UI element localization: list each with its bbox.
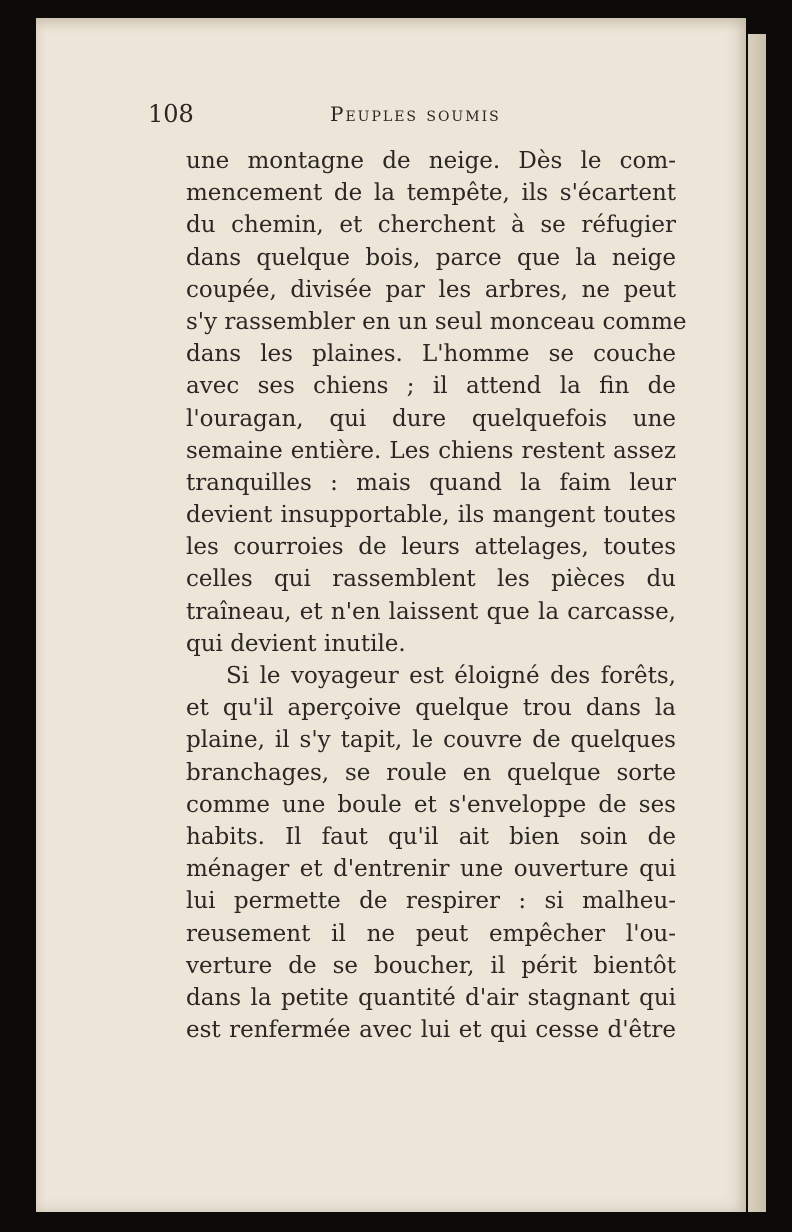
- text-line: comme une boule et s'enveloppe de ses: [186, 791, 676, 818]
- text-line: branchages, se roule en quelque sorte: [186, 759, 676, 786]
- paragraph-2: [186, 660, 676, 1046]
- text-line: avec ses chiens ; il attend la fin de: [186, 373, 676, 400]
- text-line: habits. Il faut qu'il ait bien soin de: [186, 823, 676, 850]
- next-page-edge: [748, 34, 766, 1212]
- text-line: Si le voyageur est éloigné des forêts,: [226, 663, 676, 689]
- text-line: dans la petite quantité d'air stagnant qui: [186, 984, 676, 1011]
- text-line: les courroies de leurs attelages, toutes: [186, 534, 676, 561]
- text-line: lui permette de respirer : si malheu-: [186, 888, 676, 915]
- text-line: traîneau, et n'en laissent que la carcasse,: [186, 598, 676, 625]
- text-line: plaine, il s'y tapit, le couvre de quelques: [186, 727, 676, 754]
- page-header: [148, 100, 548, 130]
- text-line: du chemin, et cherchent à se réfugier: [186, 212, 676, 239]
- running-head: Peuples soumis: [330, 102, 501, 126]
- text-line: semaine entière. Les chiens restent assez: [186, 437, 676, 464]
- text-line: verture de se boucher, il périt bientôt: [186, 952, 676, 979]
- page-number: 108: [148, 100, 194, 128]
- text-line: qui devient inutile.: [186, 630, 406, 657]
- text-line: et qu'il aperçoive quelque trou dans la: [186, 695, 676, 722]
- paragraph-1: [186, 145, 687, 660]
- text-line: dans quelque bois, parce que la neige: [186, 244, 676, 271]
- text-line: une montagne de neige. Dès le com-: [186, 148, 676, 174]
- text-line: est renfermée avec lui et qui cesse d'être: [186, 1017, 676, 1044]
- text-line: reusement il ne peut empêcher l'ou-: [186, 920, 676, 947]
- text-line: coupée, divisée par les arbres, ne peut: [186, 276, 676, 303]
- text-line: s'y rassembler en un seul monceau comme: [186, 308, 687, 335]
- text-line: mencement de la tempête, ils s'écartent: [186, 180, 676, 207]
- text-line: dans les plaines. L'homme se couche: [186, 341, 676, 368]
- text-line: celles qui rassemblent les pièces du: [186, 566, 676, 593]
- text-line: ménager et d'entrenir une ouverture qui: [186, 856, 676, 883]
- text-line: l'ouragan, qui dure quelquefois une: [186, 405, 676, 432]
- text-line: devient insupportable, ils mangent toutes: [186, 502, 676, 529]
- body-text: [186, 145, 687, 1046]
- text-line: tranquilles : mais quand la faim leur: [186, 469, 676, 496]
